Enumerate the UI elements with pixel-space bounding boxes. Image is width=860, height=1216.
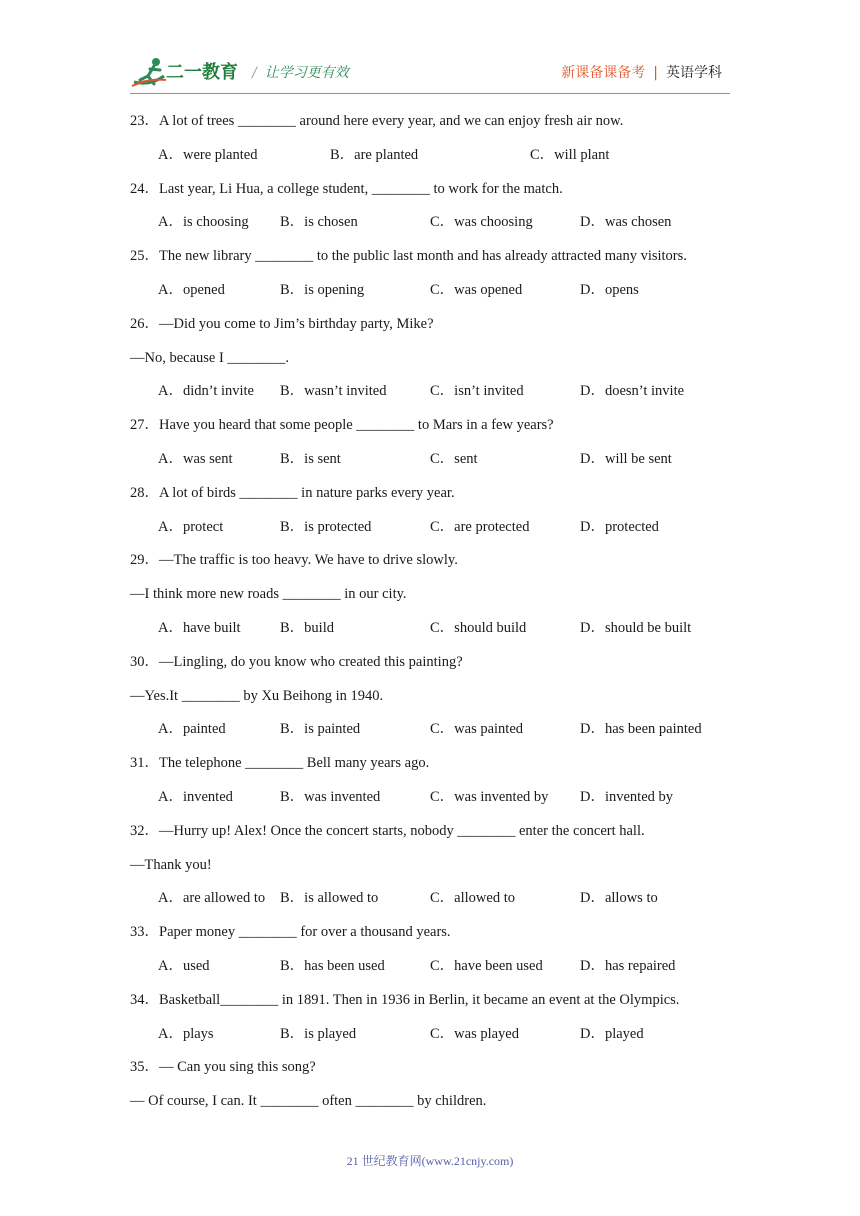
options-row [130,375,740,409]
option-b: B．is allowed to [280,890,379,907]
question-reply: —I think more new roads ________ in our city. [130,586,407,603]
option-c: C．will plant [530,146,610,163]
option-a: A．are allowed to [158,890,266,907]
option-a: A．used [158,957,210,974]
question-reply: —No, because I ________. [130,349,290,366]
option-b: B．is sent [280,450,341,467]
options-row [130,443,740,477]
header-subject: 英语学科 [666,65,722,81]
question-stem: 29．—The traffic is too heavy. We have to drive slowly. [130,552,458,569]
question-stem: 34．Basketball________ in 1891. Then in 1936 in Berlin, it became an event at the Olympics. [130,991,680,1008]
question-stem: 28．A lot of birds ________ in nature parks every year. [130,484,455,501]
option-c: C．should build [430,619,527,636]
option-c: C．was invented by [430,788,549,805]
option-c: C．are protected [430,518,530,535]
option-c: C．was choosing [430,214,533,231]
options-row [130,511,740,545]
header-tag: 新课备课备考 [561,65,646,81]
question-stem: 33．Paper money ________ for over a thousand years. [130,924,451,941]
option-b: B．are planted [330,146,419,163]
options-row [130,274,740,308]
option-c: C．was painted [430,721,524,738]
option-a: A．were planted [158,146,258,163]
question-reply: —Thank you! [130,856,212,873]
slogan: / 让学习更有效 [252,65,349,81]
option-b: B．is played [280,1025,357,1042]
question-reply: — Of course, I can. It ________ often ________ by children. [130,1093,487,1110]
question-stem: 31．The telephone ________ Bell many years ago. [130,755,430,772]
option-a: A．was sent [158,450,233,467]
option-c: C．was opened [430,281,523,298]
options-row [130,612,740,646]
question-stem: 27．Have you heard that some people ________ to Mars in a few years? [130,417,554,434]
option-c: C．isn’t invited [430,383,524,400]
options-row [130,1018,740,1052]
option-a: A．is choosing [158,214,249,231]
question-stem: 30．—Lingling, do you know who created this painting? [130,653,463,670]
question-list [130,105,740,1119]
option-c: C．allowed to [430,890,515,907]
question-stem: 32．—Hurry up! Alex! Once the concert starts, nobody ________ enter the concert hall. [130,822,645,839]
option-a: A．plays [158,1025,214,1042]
header-right [561,62,722,82]
option-b: B．is opening [280,281,365,298]
option-d: D．has repaired [580,957,676,974]
option-b: B．has been used [280,957,385,974]
option-d: D．has been painted [580,721,702,738]
option-c: C．sent [430,450,478,467]
options-row [130,882,740,916]
option-d: D．protected [580,518,659,535]
option-a: A．didn’t invite [158,383,254,400]
option-a: A．invented [158,788,233,805]
page-header [130,52,730,92]
option-b: B．is protected [280,518,372,535]
question-stem: 35．— Can you sing this song? [130,1059,316,1076]
option-d: D．was chosen [580,214,672,231]
option-a: A．opened [158,281,225,298]
options-row [130,781,740,815]
option-d: D．invented by [580,788,674,805]
options-row [130,206,740,240]
option-d: D．opens [580,281,639,298]
logo-text: 二一教育 [166,62,238,83]
option-d: D．allows to [580,890,658,907]
option-b: B．is painted [280,721,361,738]
page-footer: 21 世纪教育网(www.21cnjy.com) [346,1154,514,1168]
question-stem: 23．A lot of trees ________ around here every year, and we can enjoy fresh air now. [130,113,624,129]
options-row [130,139,740,173]
question-stem: 24．Last year, Li Hua, a college student, ________ to work for the match. [130,180,563,197]
header-divider [130,93,730,94]
question-stem: 26．—Did you come to Jim’s birthday party, Mike? [130,315,434,332]
option-d: D．doesn’t invite [580,383,685,400]
option-b: B．wasn’t invited [280,383,387,400]
question-stem: 25．The new library ________ to the public last month and has already attracted many visitors. [130,248,687,265]
slogan-text: 让学习更有效 [264,65,349,81]
option-b: B．is chosen [280,214,358,231]
options-row [130,713,740,747]
options-row [130,950,740,984]
option-c: C．have been used [430,957,543,974]
option-a: A．painted [158,721,226,738]
option-d: D．played [580,1025,644,1042]
header-separator: | [653,65,658,81]
option-d: D．will be sent [580,450,672,467]
question-reply: —Yes.It ________ by Xu Beihong in 1940. [130,687,384,704]
option-d: D．should be built [580,619,692,636]
option-a: A．protect [158,518,224,535]
option-b: B．build [280,619,334,636]
option-c: C．was played [430,1025,519,1042]
option-a: A．have built [158,619,241,636]
option-b: B．was invented [280,788,381,805]
